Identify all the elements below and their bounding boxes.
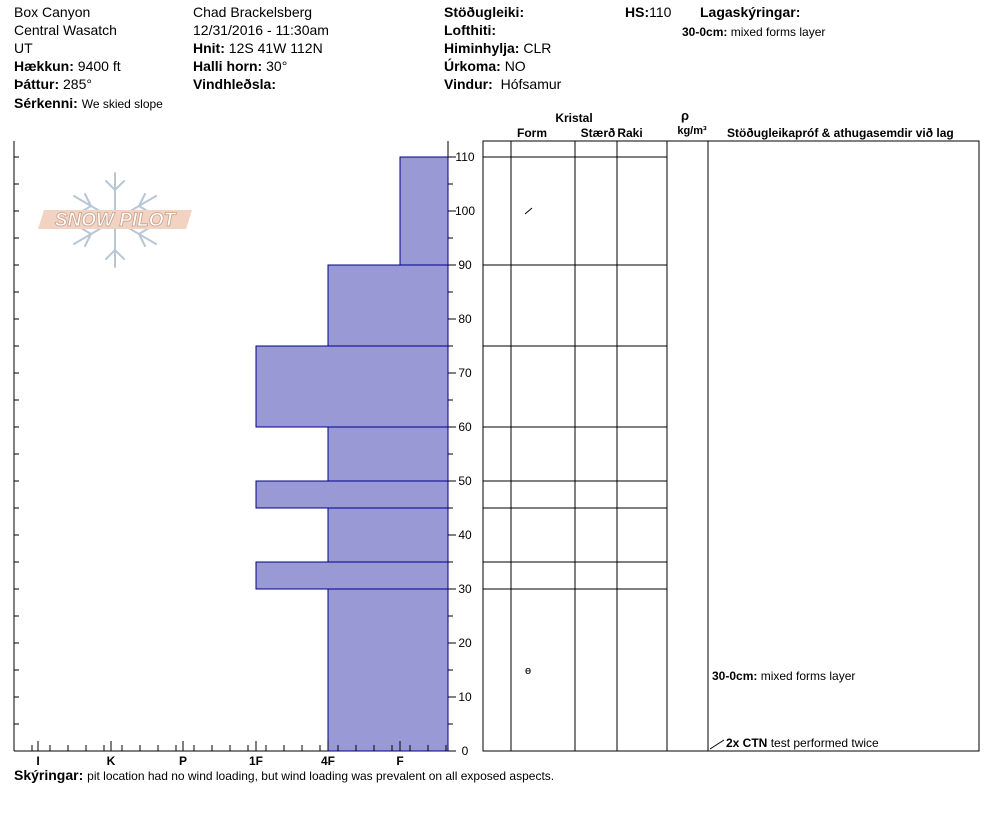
grain-form-symbols <box>525 208 532 677</box>
snow-pilot-logo <box>38 173 192 267</box>
specifics-label: Sérkenni: <box>14 95 78 111</box>
density-symbol: ρ <box>680 108 690 123</box>
hardness-tick-label: 4F <box>320 754 336 768</box>
depth-tick-label: 90 <box>458 258 472 272</box>
specifics-value: We skied slope <box>81 97 163 111</box>
elevation-label: Hækkun: <box>14 58 74 74</box>
depth-tick-label: 70 <box>458 366 472 380</box>
depth-tick-label: 20 <box>458 636 472 650</box>
hardness-tick-label: P <box>178 754 188 768</box>
layer-bar <box>400 157 448 265</box>
layer-note-text: mixed forms layer <box>730 25 826 39</box>
depth-tick-label: 80 <box>458 312 472 326</box>
precip-label: Úrkoma: <box>444 58 501 74</box>
layer-bar <box>328 265 448 346</box>
location-name: Box Canyon <box>14 4 91 20</box>
depth-tick-label: 30 <box>458 582 472 596</box>
layer-notes-label: Lagaskýringar: <box>700 4 801 20</box>
layer-note-range: 30-0cm: <box>682 25 728 39</box>
density-unit: kg/m³ <box>677 125 707 137</box>
stability-test-note <box>726 736 879 750</box>
footer-text: pit location had no wind loading, but wind loading was prevalent on all exposed aspects. <box>87 769 555 783</box>
hardness-tick-label: K <box>106 754 116 768</box>
depth-tick-label: 40 <box>458 528 472 542</box>
depth-tick-label: 100 <box>454 204 476 218</box>
wind-label: Vindur: <box>444 76 493 92</box>
annotation-text: mixed forms layer <box>760 669 856 683</box>
layer-bar <box>328 427 448 481</box>
elevation-value: 9400 ft <box>77 58 121 74</box>
footer-comments <box>14 767 554 784</box>
grain-symbol <box>525 208 532 214</box>
observation-datetime: 12/31/2016 - 11:30am <box>193 22 329 38</box>
hardness-tick-label: 1F <box>248 754 264 768</box>
test-code: 2x CTN <box>726 736 768 750</box>
range-name: Central Wasatch <box>14 22 117 38</box>
depth-tick-label: 60 <box>458 420 472 434</box>
layer-bar <box>256 562 448 589</box>
depth-tick-label: 10 <box>458 690 472 704</box>
wind-value: Hófsamur <box>500 76 562 92</box>
test-text: test performed twice <box>770 736 879 750</box>
observer-name: Chad Brackelsberg <box>193 4 313 20</box>
test-pointer <box>710 740 724 749</box>
stability-comments-header: Stöðugleikapróf & athugasemdir við lag <box>727 126 954 140</box>
state-name: UT <box>14 40 33 56</box>
depth-tick-label: 110 <box>455 150 475 164</box>
crystal-header: Kristal <box>555 111 593 125</box>
slope-value: 30° <box>266 58 288 74</box>
layer-bars <box>256 157 448 751</box>
aspect-value: 285° <box>63 76 92 92</box>
hs-label: HS: <box>625 4 650 20</box>
layer-annotation <box>712 669 855 683</box>
hs-value: 110 <box>649 4 672 20</box>
coords-value: 12S 41W 112N <box>228 40 323 56</box>
left-depth-ticks <box>14 157 19 751</box>
annotation-range: 30-0cm: <box>712 669 758 683</box>
size-header: Stærð <box>580 126 616 140</box>
form-header: Form <box>517 126 547 140</box>
depth-tick-label: 0 <box>461 744 469 758</box>
precip-value: NO <box>504 58 526 74</box>
slope-label: Halli horn: <box>193 58 263 74</box>
logo-text: SNOW PILOT <box>54 210 176 231</box>
sky-label: Himinhylja: <box>444 40 520 56</box>
hardness-tick-label: I <box>36 754 40 768</box>
sky-value: CLR <box>523 40 552 56</box>
footer-label: Skýringar: <box>14 767 84 783</box>
depth-tick-label: 50 <box>458 474 472 488</box>
layer-bar <box>256 481 448 508</box>
layer-table <box>483 141 979 751</box>
air-temp-label: Lofthiti: <box>444 22 497 38</box>
depth-axis-labels <box>448 150 475 758</box>
grain-symbol: ɵ <box>524 665 532 677</box>
hardness-tick-label: F <box>396 754 404 768</box>
layer-bar <box>328 508 448 562</box>
moisture-header: Raki <box>617 126 643 140</box>
stability-label: Stöðugleiki: <box>444 4 525 20</box>
layer-bar <box>256 346 448 427</box>
aspect-label: Þáttur: <box>14 76 60 92</box>
coords-label: Hnit: <box>193 40 225 56</box>
layer-bar <box>328 589 448 751</box>
wind-loading-label: Vindhleðsla: <box>193 76 276 92</box>
